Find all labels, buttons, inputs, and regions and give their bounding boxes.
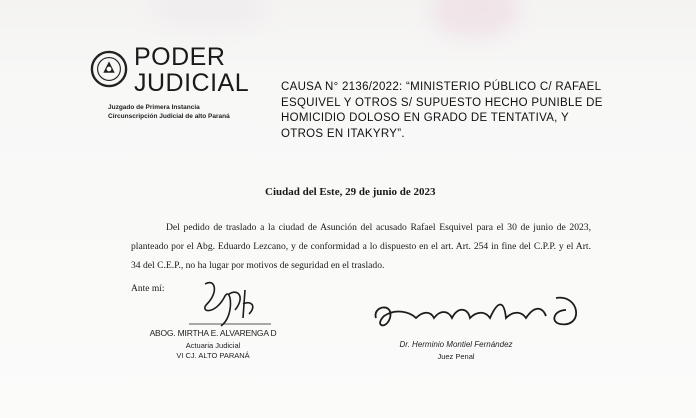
signatory-right-role: Juez Penal [437,352,475,361]
court-jurisdiction: Circunscripción Judicial de alto Paraná [108,113,230,120]
case-heading: CAUSA N° 2136/2022: “MINISTERIO PÚBLICO C/ RAFAEL ESQUIVEL Y OTROS S/ SUPUESTO HECHO PUNIBLE DE HOMICIDIO DOLOSO EN GRADO DE TENTATIVA, Y OTROS EN ITAKYRY”. [281,81,603,140]
background-stain [430,0,520,40]
resolution-paragraph: Del pedido de traslado a la ciudad de Asunción del acusado Rafael Esquivel para el 30 de junio de 2023, planteado por el Abg. Eduardo Lezcano, y de conformidad a lo dispuesto en el art. Art. 254 in fine del C.P.P. y el Art. 34 del C.E.P., no ha lugar por motivos de seguridad en el traslado. [131,222,591,271]
brand-line1: PODER [134,43,226,71]
date-line: Ciudad del Este, 29 de junio de 2023 [265,186,436,198]
signature-right-icon [370,288,590,338]
background-stain [150,0,270,30]
ante-mi-label: Ante mí: [131,284,165,294]
seal-icon [90,50,128,88]
signatory-left-place: VI CJ. ALTO PARANÁ [176,351,250,360]
signatory-right-name: Dr. Herminio Montiel Fernández [399,340,513,349]
brand-line2: JUDICIAL [134,69,250,97]
resolution-body [131,218,591,275]
signatory-left-role: Actuaria Judicial [185,341,241,350]
brand-name [134,44,249,96]
signatory-left-name: ABOG. MIRTHA E. ALVARENGA D [149,328,277,338]
court-name: Juzgado de Primera Instancia [108,104,200,111]
